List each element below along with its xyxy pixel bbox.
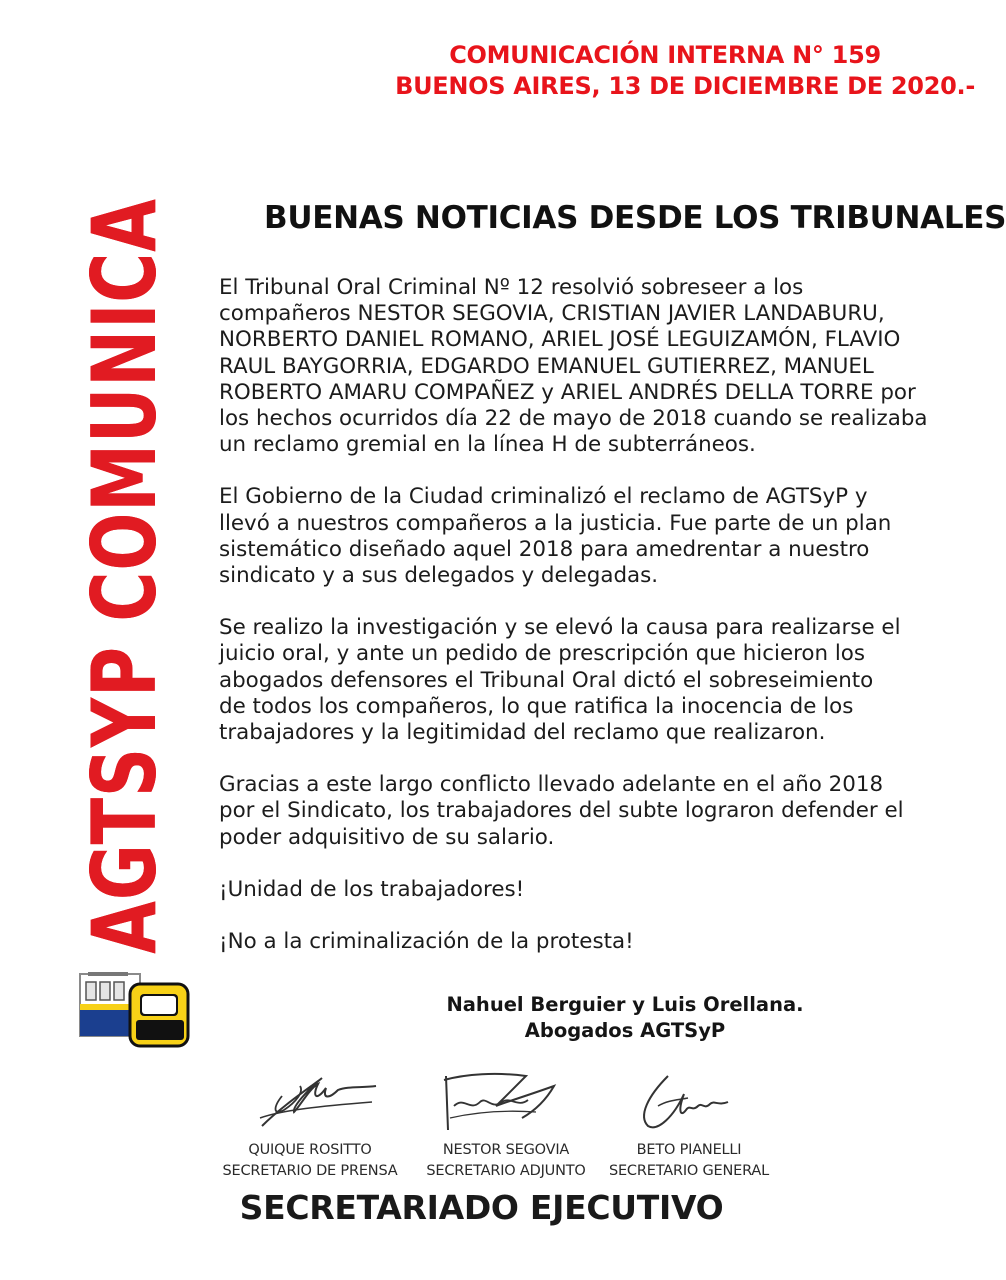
paragraph-government — [219, 484, 939, 589]
signatory-name: BETO PIANELLI — [636, 1142, 742, 1158]
lawyers-names: Nahuel Berguier y Luis Orellana. — [446, 993, 804, 1016]
text-line: RAUL BAYGORRIA, EDGARDO EMANUEL GUTIERREZ, MANUEL — [219, 353, 874, 379]
executive-secretariat-footer — [0, 1188, 989, 1227]
agtsyp-comunica-logo — [73, 196, 176, 956]
paragraph-conflict — [219, 772, 939, 851]
signature-rositto — [252, 1066, 382, 1136]
page-title: BUENAS NOTICIAS DESDE LOS TRIBUNALES — [264, 200, 1006, 236]
text-line: ¡No a la criminalización de la protesta! — [219, 929, 634, 955]
communication-number: COMUNICACIÓN INTERNA N° 159 — [449, 41, 881, 69]
signatory-role: SECRETARIO DE PRENSA — [222, 1163, 398, 1179]
document-header — [395, 40, 975, 102]
paragraph-ruling — [219, 275, 939, 458]
signature-segovia — [436, 1066, 566, 1136]
text-line: ROBERTO AMARU COMPAÑEZ y ARIEL ANDRÉS DELLA TORRE por — [219, 379, 916, 405]
text-line: El Gobierno de la Ciudad criminalizó el reclamo de AGTSyP y — [219, 484, 868, 510]
signatory-role: SECRETARIO ADJUNTO — [426, 1163, 586, 1179]
text-line: de todos los compañeros, lo que ratifica la inocencia de los — [219, 693, 854, 719]
text-line: sistemático diseñado aquel 2018 para amedrentar a nuestro — [219, 536, 870, 562]
text-line: sindicato y a sus delegados y delegadas. — [219, 563, 659, 589]
signatory-pianelli — [604, 1140, 774, 1182]
text-line: por el Sindicato, los trabajadores del subte lograron defender el — [219, 798, 904, 824]
signatory-rositto — [222, 1140, 398, 1182]
slogan-protest — [219, 929, 939, 955]
text-line: abogados defensores el Tribunal Oral dictó el sobreseimiento — [219, 667, 874, 693]
letter-body — [219, 275, 939, 981]
logo-text: AGTSYP COMUNICA — [73, 198, 176, 954]
signature-pianelli — [628, 1066, 738, 1136]
document-date: BUENOS AIRES, 13 DE DICIEMBRE DE 2020.- — [395, 72, 975, 100]
subway-train-logo-icon — [78, 968, 190, 1048]
text-line: Gracias a este largo conflicto llevado adelante en el año 2018 — [219, 772, 884, 798]
text-line: compañeros NESTOR SEGOVIA, CRISTIAN JAVIER LANDABURU, — [219, 301, 885, 327]
signatory-name: NESTOR SEGOVIA — [442, 1142, 570, 1158]
text-line: juicio oral, y ante un pedido de prescripción que hicieron los — [219, 641, 866, 667]
paragraph-investigation — [219, 615, 939, 746]
text-line: llevó a nuestros compañeros a la justicia. Fue parte de un plan — [219, 510, 892, 536]
text-line: un reclamo gremial en la línea H de subterráneos. — [219, 432, 756, 458]
text-line: Se realizo la investigación y se elevó la causa para realizarse el — [219, 615, 901, 641]
text-line: El Tribunal Oral Criminal Nº 12 resolvió sobreseer a los — [219, 275, 804, 300]
signatory-segovia — [420, 1140, 592, 1182]
text-line: trabajadores y la legitimidad del reclamo que realizaron. — [219, 720, 826, 746]
slogan-unity — [219, 877, 939, 903]
text-line: NORBERTO DANIEL ROMANO, ARIEL JOSÉ LEGUIZAMÓN, FLAVIO — [219, 327, 901, 353]
signatory-name: QUIQUE ROSITTO — [248, 1142, 372, 1158]
lawyers-signature-block — [440, 992, 810, 1044]
footer-text: SECRETARIADO EJECUTIVO — [239, 1188, 724, 1227]
text-line: ¡Unidad de los trabajadores! — [219, 876, 525, 902]
signatory-role: SECRETARIO GENERAL — [608, 1163, 770, 1179]
text-line: los hechos ocurridos día 22 de mayo de 2018 cuando se realizaba — [219, 406, 928, 432]
text-line: poder adquisitivo de su salario. — [219, 824, 555, 850]
lawyers-title: Abogados AGTSyP — [524, 1019, 726, 1042]
